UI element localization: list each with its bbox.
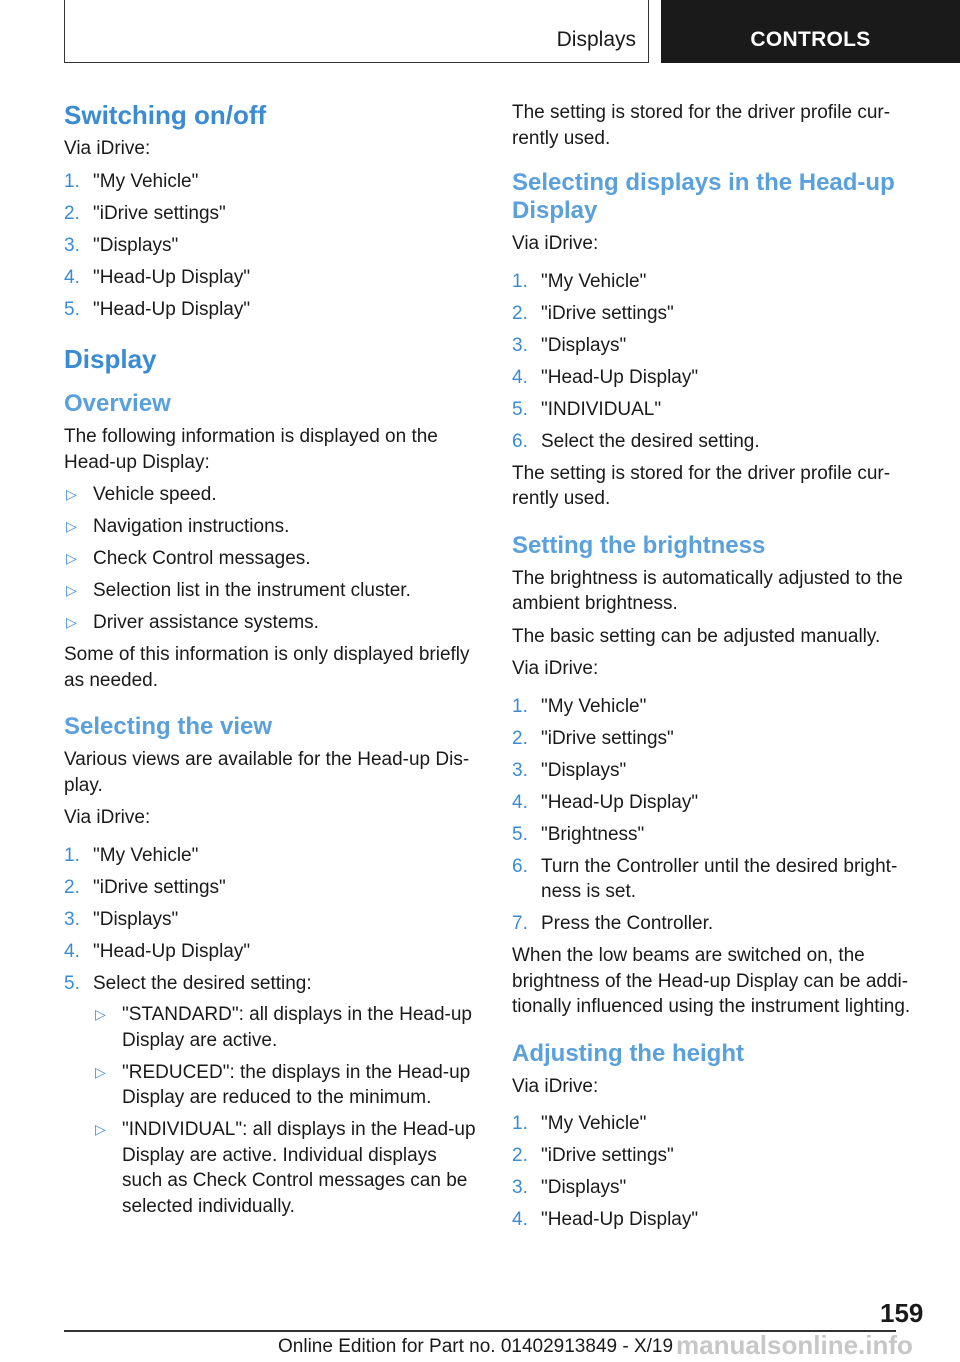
list-item: ▷ Navigation instructions. [64,514,480,540]
step-number: 5. [512,823,528,845]
step: 3. "Displays" [512,333,917,359]
step-number: 5. [512,398,528,420]
step: 3. "Displays" [64,907,480,933]
triangle-bullet-icon: ▷ [95,1121,106,1137]
brightness-steps [512,694,917,937]
step-number: 2. [64,202,80,224]
step-number: 4. [512,366,528,388]
list-item: ▷ Check Control messages. [64,546,480,572]
step: 3. "Displays" [512,1175,917,1201]
overview-list [64,482,480,636]
step: 2. "iDrive settings" [512,301,917,327]
step: 7. Press the Controller. [512,911,917,937]
header-section-box [64,0,649,63]
step-number: 3. [64,908,80,930]
step-number: 4. [64,940,80,962]
step-number: 3. [512,334,528,356]
height-steps [512,1111,917,1233]
step-number: 2. [512,1145,528,1166]
step: 4. "Head-Up Display" [512,1207,917,1233]
heading-selecting-view: Selecting the view [64,713,273,740]
triangle-bullet-icon: ▷ [66,518,77,534]
step: 2. "iDrive settings" [64,201,480,227]
view-intro: Various views are available for the Head-up Display. [64,749,470,796]
step: 6. Select the desired setting. [512,429,917,455]
step-number: 1. [512,270,528,292]
step: 3. "Displays" [512,758,917,784]
switching-steps [64,169,480,323]
triangle-bullet-icon: ▷ [66,614,77,630]
brightness-p1: The brightness is automatically adjusted to the ambient brightness. [512,567,903,614]
step: 1. "My Vehicle" [512,1111,917,1137]
brightness-outro: When the low beams are switched on, the brightness of the Head-up Display can be additionally influenced using the instrument lighting. [512,945,911,1017]
step-number: 4. [64,266,80,288]
step-number: 3. [64,234,80,256]
step-number: 2. [512,302,528,324]
step: 2. "iDrive settings" [512,1143,917,1169]
triangle-bullet-icon: ▷ [66,582,77,598]
step: 5. "INDIVIDUAL" [512,397,917,423]
option-item: ▷ "REDUCED": the displays in the Head-up Display are reduced to the minimum. [95,1061,471,1108]
step: 5. "Head-Up Display" [64,297,480,323]
via-idrive: Via iDrive: [64,138,151,159]
footer-edition: Online Edition for Part no. 01402913849 - X/19 [278,1336,674,1357]
step: 2. "iDrive settings" [64,875,480,901]
step: 4. "Head-Up Display" [64,939,480,965]
stored-note: The setting is stored for the driver profile currently used. [512,102,891,149]
view-options [93,1002,480,1219]
brightness-p2: The basic setting can be adjusted manually. [512,625,881,647]
triangle-bullet-icon: ▷ [95,1063,106,1080]
stored-note: The setting is stored for the driver profile currently used. [512,462,891,509]
heading-switching: Switching on/off [64,100,267,130]
step-number: 4. [512,791,528,813]
via-idrive: Via iDrive: [512,658,599,679]
step: 4. "Head-Up Display" [512,365,917,391]
list-item: ▷ Driver assistance systems. [64,610,480,636]
step: 5. Select the desired setting: ▷ "STANDARD": all displays in the Head-up Display are active. ▷ "REDUCED": the displays in the Head-up Display are reduced to the minimum. ▷ "INDIVIDUAL": all displays in the Head-up Display are active. Individual displays such as Check Control messages can be selected individually. [64,971,480,1220]
step: 1. "My Vehicle" [512,694,917,720]
heading-display: Display [64,344,157,374]
step-number: 2. [512,727,528,749]
heading-overview: Overview [64,390,171,417]
step-number: 1. [512,695,528,717]
via-idrive: Via iDrive: [512,1075,599,1097]
triangle-bullet-icon: ▷ [66,550,77,566]
step-number: 3. [512,1177,528,1198]
step-number: 4. [512,1209,528,1230]
list-item: ▷ Selection list in the instrument cluster. [64,578,480,604]
via-idrive: Via iDrive: [512,233,599,254]
step-number: 1. [64,844,80,866]
step: 2. "iDrive settings" [512,726,917,752]
right-column [512,100,917,1239]
step: 4. "Head-Up Display" [64,265,480,291]
section-title: Displays [556,28,636,51]
step: 1. "My Vehicle" [512,269,917,295]
step: 1. "My Vehicle" [64,169,480,195]
heading-brightness: Setting the brightness [512,531,766,559]
step: 3. "Displays" [64,233,480,259]
step: 1. "My Vehicle" [64,843,480,869]
step-number: 6. [512,855,528,877]
heading-height: Adjusting the height [512,1039,744,1067]
overview-outro: Some of this information is only displayed briefly as needed. [64,644,470,691]
step-number: 1. [64,170,80,192]
step-number: 3. [512,759,528,781]
step: 6. Turn the Controller until the desired brightness is set. [512,855,898,902]
step-number: 6. [512,430,528,452]
option-item: ▷ "STANDARD": all displays in the Head-up Display are active. [95,1004,472,1051]
step-number: 5. [64,298,80,320]
via-idrive: Via iDrive: [64,807,151,828]
chapter-title: CONTROLS [750,28,871,51]
header-chapter-box [661,0,960,63]
step: 4. "Head-Up Display" [512,790,917,816]
step-number: 1. [512,1113,528,1134]
selecting-steps [512,269,917,455]
triangle-bullet-icon: ▷ [66,486,77,502]
step-number: 5. [64,972,80,994]
left-column [64,100,480,1226]
overview-intro: The following information is displayed on the Head-up Display: [64,426,438,473]
triangle-bullet-icon: ▷ [95,1006,106,1022]
step-number: 2. [64,876,80,898]
page-number: 159 [880,1298,924,1328]
heading-selecting-displays: Selecting displays in the Head-up Display [512,169,895,224]
option-item: ▷ "INDIVIDUAL": all displays in the Head-up Display are active. Individual displays such as Check Control messages can be selected individually. [95,1119,476,1217]
list-item: ▷ Vehicle speed. [64,482,480,508]
step: 5. "Brightness" [512,822,917,848]
watermark: manualsonline.info [676,1330,913,1360]
step-number: 7. [512,913,528,934]
view-steps [64,843,480,1220]
